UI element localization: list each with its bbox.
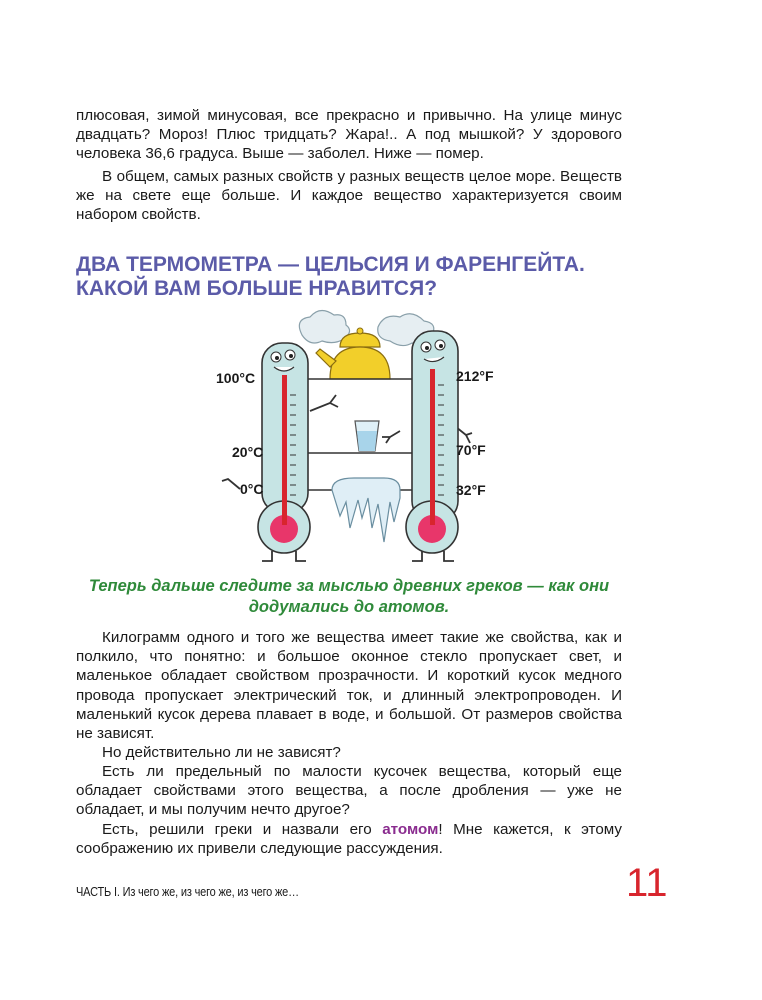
glass-icon (355, 421, 379, 451)
paragraph-3: Килограмм одного и того же вещества имеет такие же свойства, как и полкило, что понятно: и большое оконное стекло пропускает свет, и маленькое обладает свойством прозрачности. И короткий кусок медного провода пропускает электрический ток, и длинный электропроводен. И маленький кусок дерева плавает в воде, и большой. От размеров свойства не зависят. (76, 629, 622, 743)
label-212f: 212°F (456, 368, 494, 384)
label-0c: 0°C (240, 481, 264, 497)
paragraph-6-end: ! Мне кажется, к этому соображению их привели следующие рассуждения. (76, 821, 622, 858)
label-20c: 20°C (232, 444, 264, 460)
label-100c: 100°C (216, 370, 256, 386)
heading-line-1: ДВА ТЕРМОМЕТРА — ЦЕЛЬСИЯ И ФАРЕНГЕЙТА. (76, 253, 585, 276)
paragraph-6 (76, 820, 622, 858)
footer-section-title: ЧАСТЬ I. Из чего же, из чего же, из чего же… (76, 885, 299, 899)
paragraph-4: Но действительно ли не зависят? (102, 744, 341, 761)
atom-highlight: атомом (382, 821, 439, 838)
label-32f: 32°F (456, 482, 486, 498)
page-number: 11 (626, 861, 668, 905)
paragraph-2: В общем, самых разных свойств у разных веществ целое море. Веществ же на свете еще больше. И каждое вещество характеризуется своим набором свойств. (76, 168, 622, 224)
thermometers-illustration (210, 305, 510, 565)
paragraph-1: плюсовая, зимой минусовая, все прекрасно и привычно. На улице минус двадцать? Мороз! Плюс тридцать? Жара!.. А под мышкой? У здорового человека 36,6 градуса. Выше — заболел. Ниже — помер. (76, 107, 622, 163)
paragraph-5: Есть ли предельный по малости кусочек вещества, который еще обладает свойствами этого вещества, а после дробления — уже не обладает, и мы получим нечто другое? (76, 763, 622, 819)
subtitle-line-1: Теперь дальше следите за мыслью древних греков — как они (88, 577, 610, 595)
section-heading (76, 253, 676, 301)
icicles-icon (332, 478, 400, 542)
label-70f: 70°F (456, 442, 486, 458)
subtitle-line-2: додумались до атомов. (248, 598, 450, 616)
paragraph-6-start: Есть, решили греки и назвали его (102, 821, 383, 838)
italic-subtitle (76, 576, 622, 618)
heading-line-2: КАКОЙ ВАМ БОЛЬШЕ НРАВИТСЯ? (76, 277, 438, 300)
